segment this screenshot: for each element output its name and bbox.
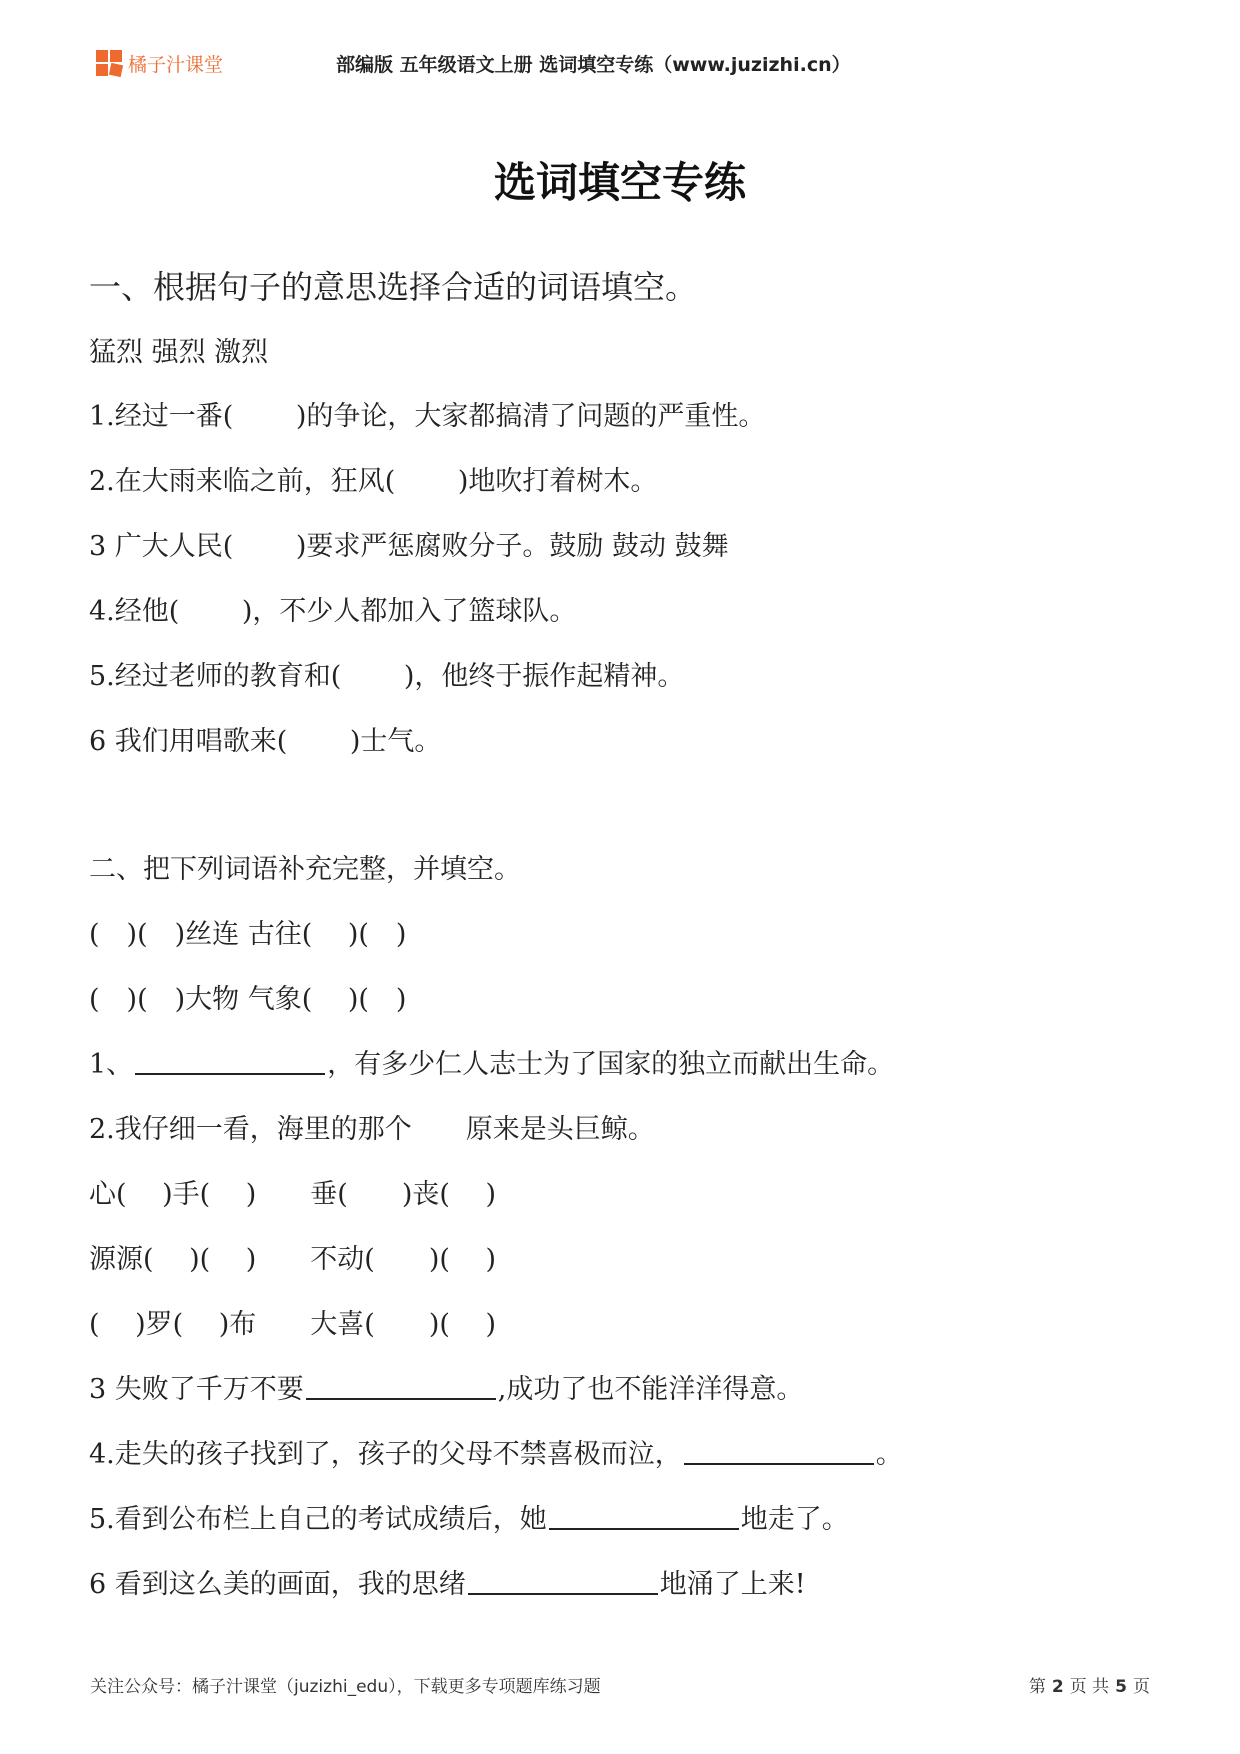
s2-question-1	[89, 1042, 894, 1081]
page-number	[1029, 1672, 1150, 1697]
s2-question-3	[89, 1367, 803, 1406]
answer-blank[interactable]	[306, 1397, 496, 1400]
brand-name: 橘子汁课堂	[128, 54, 224, 76]
total-pages: 5	[1115, 1677, 1127, 1697]
text: 页	[1133, 1677, 1150, 1697]
text: 。	[875, 1439, 903, 1470]
s2-idiom-row-3: 心( )手( ) 垂( )丧( )	[89, 1179, 497, 1210]
text: 页 共	[1069, 1677, 1110, 1697]
s2-question-5	[89, 1497, 849, 1536]
header-title: 部编版 五年级语文上册 选词填空专练（www.juzizhi.cn）	[336, 54, 851, 76]
answer-blank[interactable]	[549, 1527, 739, 1530]
text: 5.看到公布栏上自己的考试成绩后，她	[89, 1504, 547, 1535]
s1-question-2: 2.在大雨来临之前，狂风( )地吹打着树木。	[89, 466, 658, 497]
s2-question-6	[89, 1562, 806, 1601]
text: 6 看到这么美的画面，我的思绪	[89, 1569, 466, 1600]
text: ，有多少仁人志士为了国家的独立而献出生命。	[327, 1049, 895, 1080]
s1-question-6: 6 我们用唱歌来( )士气。	[89, 726, 442, 757]
text: 3 失败了千万不要	[89, 1374, 304, 1405]
s2-idiom-row-1: ( )( )丝连 古往( )( )	[89, 919, 407, 950]
section1-word-bank: 猛烈 强烈 激烈	[89, 337, 269, 368]
answer-blank[interactable]	[135, 1072, 325, 1075]
section1-heading: 一、根据句子的意思选择合适的词语填空。	[89, 268, 698, 306]
s1-question-4: 4.经他( )，不少人都加入了篮球队。	[89, 596, 577, 627]
s2-idiom-row-5: ( )罗( )布 大喜( )( )	[89, 1309, 497, 1340]
text: 第	[1028, 1677, 1046, 1697]
s2-idiom-row-2: ( )( )大物 气象( )( )	[89, 984, 407, 1015]
s2-question-4	[89, 1432, 903, 1471]
answer-blank[interactable]	[468, 1592, 658, 1595]
page-title: 选词填空专练	[493, 158, 746, 207]
footer-note: 关注公众号：橘子汁课堂（juzizhi_edu），下载更多专项题库练习题	[90, 1677, 601, 1697]
s1-question-1: 1.经过一番( )的争论，大家都搞清了问题的严重性。	[89, 401, 766, 432]
text: 地走了。	[740, 1504, 849, 1535]
section2-heading: 二、把下列词语补充完整，并填空。	[89, 854, 521, 885]
text: ,成功了也不能洋洋得意。	[497, 1374, 804, 1405]
text: 4.走失的孩子找到了，孩子的父母不禁喜极而泣，	[89, 1439, 682, 1470]
answer-blank[interactable]	[684, 1462, 874, 1465]
s1-question-5: 5.经过老师的教育和( )，他终于振作起精神。	[89, 661, 685, 692]
page-header	[0, 0, 1240, 100]
s2-question-2: 2.我仔细一看，海里的那个 原来是头巨鲸。	[89, 1114, 655, 1145]
brand-logo-icon	[96, 50, 122, 76]
text: 1、	[89, 1049, 134, 1080]
s2-idiom-row-4: 源源( )( ) 不动( )( )	[89, 1244, 497, 1275]
s1-question-3: 3 广大人民( )要求严惩腐败分子。鼓励 鼓动 鼓舞	[89, 531, 729, 562]
current-page: 2	[1051, 1677, 1064, 1697]
text: 地涌了上来!	[659, 1569, 806, 1600]
